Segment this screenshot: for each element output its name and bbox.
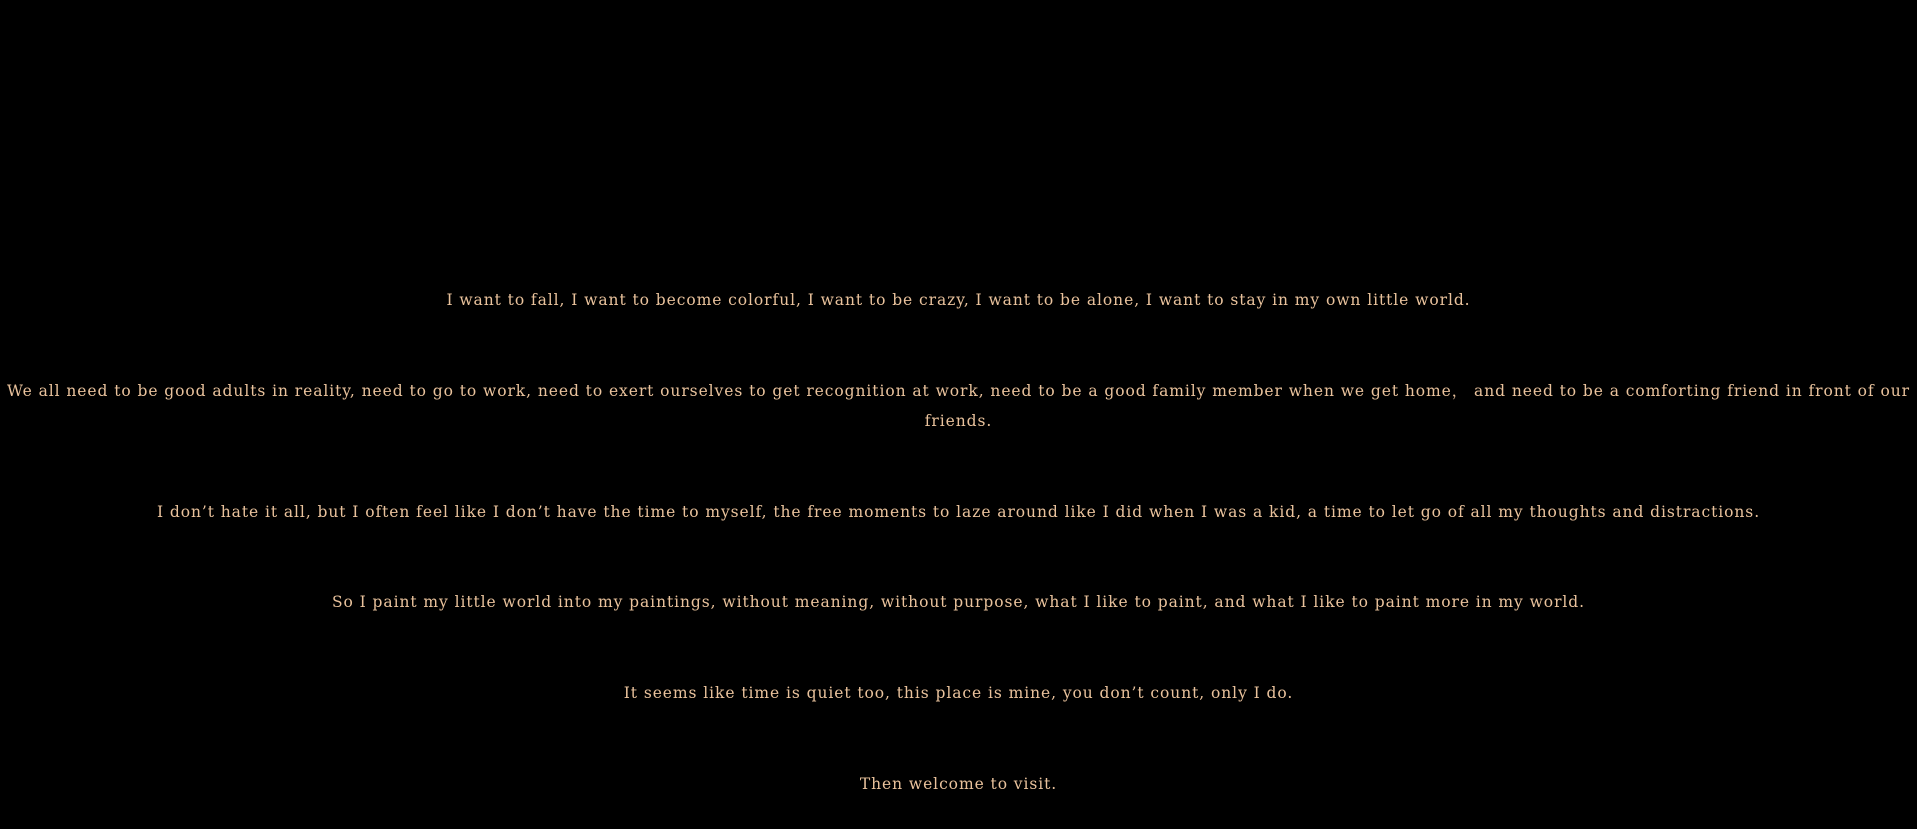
statement-line-1: I want to fall, I want to become colorful, I want to be crazy, I want to be alone, I want to stay in my own little world. [446,291,1471,310]
statement-line-2: We all need to be good adults in reality, need to go to work, need to exert ourselves to get recognition at work, need to be a good family member when we get home， and need to be a comforting friend in front of our friends. [7,382,1916,431]
artist-statement [0,225,1917,829]
statement-line-4: So I paint my little world into my paintings, without meaning, without purpose, what I like to paint, and what I like to paint more in my world. [331,593,1585,612]
statement-line-3: I don’t hate it all, but I often feel like I don’t have the time to myself, the free moments to laze around like I did when I was a kid, a time to let go of all my thoughts and distractions. [156,502,1761,521]
statement-line-6: Then welcome to visit. [859,774,1058,793]
statement-line-5: It seems like time is quiet too, this place is mine, you don’t count, only I do. [623,684,1294,703]
